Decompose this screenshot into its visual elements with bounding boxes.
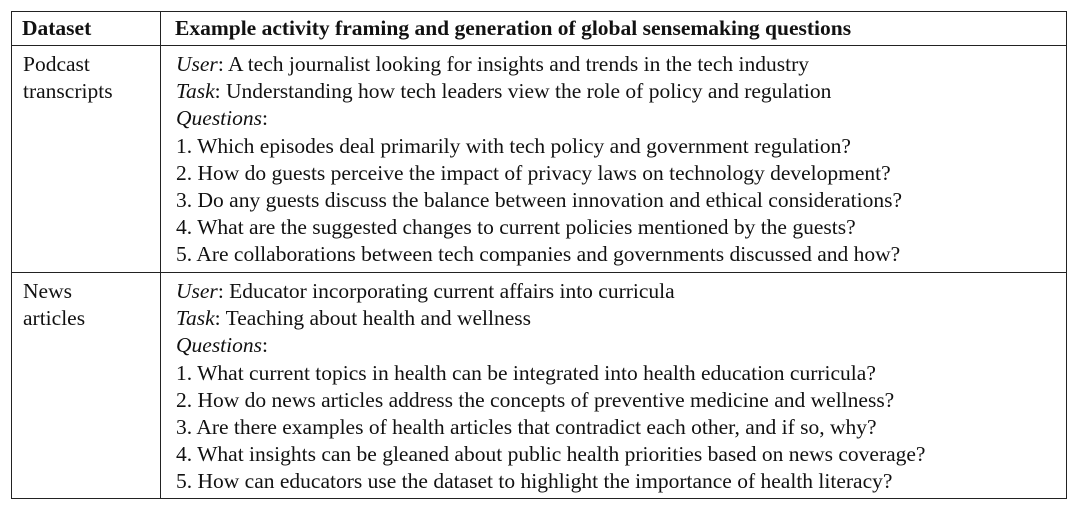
question-item: 4. What are the suggested changes to current policies mentioned by the guests? bbox=[176, 215, 856, 240]
column-divider bbox=[160, 12, 161, 498]
dataset-name-line: Podcast bbox=[23, 52, 90, 76]
question-item: 4. What insights can be gleaned about public health priorities based on news coverage? bbox=[176, 442, 926, 467]
task-line bbox=[176, 78, 902, 105]
user-label: User bbox=[176, 52, 218, 76]
questions-label: Questions bbox=[176, 333, 262, 358]
sensemaking-table bbox=[11, 11, 1067, 499]
question-item: 5. How can educators use the dataset to highlight the importance of health literacy? bbox=[176, 469, 893, 494]
example-cell-news bbox=[176, 278, 925, 496]
question-item: 3. Do any guests discuss the balance between innovation and ethical considerations? bbox=[176, 188, 903, 213]
dataset-name-line: transcripts bbox=[23, 79, 113, 104]
task-line bbox=[176, 305, 925, 332]
task-label: Task bbox=[176, 79, 215, 104]
question-item: 1. What current topics in health can be integrated into health education curricula? bbox=[176, 360, 876, 385]
task-label: Task bbox=[176, 306, 215, 331]
dataset-name-line: News bbox=[23, 279, 72, 303]
questions-line bbox=[176, 105, 902, 132]
questions-label: Questions bbox=[176, 106, 262, 131]
questions-colon: : bbox=[262, 333, 268, 358]
questions-line bbox=[176, 332, 925, 359]
dataset-cell-news bbox=[23, 278, 153, 332]
question-item: 2. How do news articles address the concepts of preventive medicine and wellness? bbox=[176, 387, 895, 412]
user-text: : Educator incorporating current affairs into curricula bbox=[217, 279, 675, 303]
user-text: : A tech journalist looking for insights and trends in the tech industry bbox=[217, 52, 809, 76]
question-item: 2. How do guests perceive the impact of privacy laws on technology development? bbox=[176, 160, 891, 185]
questions-colon: : bbox=[262, 106, 268, 131]
question-item: 3. Are there examples of health articles that contradict each other, and if so, why? bbox=[176, 415, 877, 440]
header-dataset: Dataset bbox=[22, 16, 92, 40]
example-cell-podcast bbox=[176, 51, 902, 269]
header-divider bbox=[12, 45, 1066, 46]
user-line bbox=[176, 278, 925, 305]
task-text: : Teaching about health and wellness bbox=[214, 306, 531, 331]
user-label: User bbox=[176, 279, 218, 303]
user-line bbox=[176, 51, 902, 78]
header-example: Example activity framing and generation of global sensemaking questions bbox=[175, 16, 852, 40]
dataset-cell-podcast bbox=[23, 51, 153, 105]
question-item: 1. Which episodes deal primarily with tech policy and government regulation? bbox=[176, 133, 851, 158]
dataset-name-line: articles bbox=[23, 306, 86, 331]
question-item: 5. Are collaborations between tech companies and governments discussed and how? bbox=[176, 242, 901, 267]
row-divider bbox=[12, 272, 1066, 273]
task-text: : Understanding how tech leaders view the role of policy and regulation bbox=[214, 79, 832, 104]
